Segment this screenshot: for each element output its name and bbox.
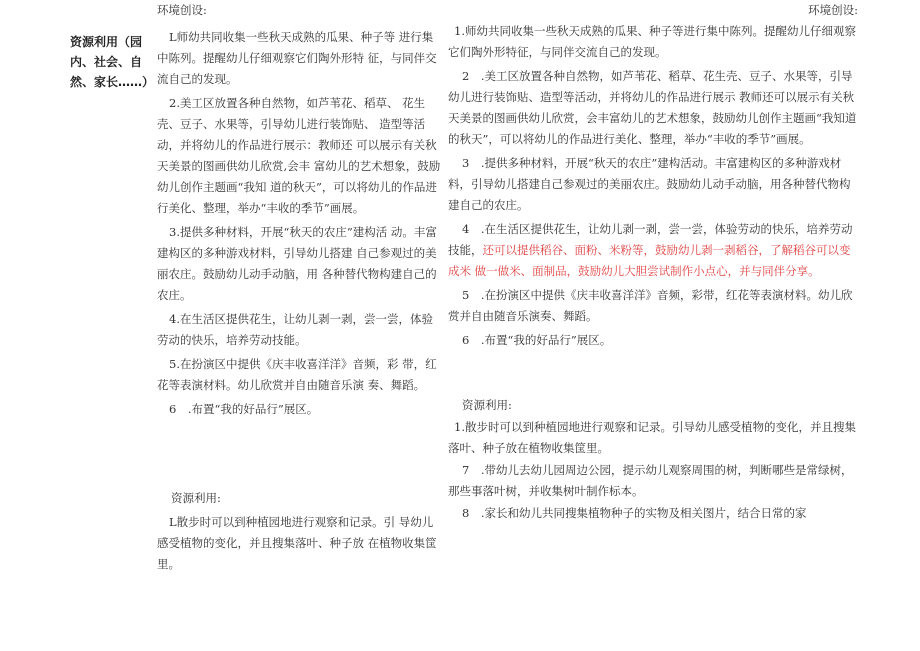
right-res-title: 资源利用: [462, 398, 512, 412]
middle-item-5: 5.在扮演区中提供《庆丰收喜洋洋》音频，彩 带，红花等表演材料。幼儿欣赏并自由随音乐演 奏、舞蹈。 [157, 357, 437, 392]
right-res-item-7: 7 .带幼儿去幼儿园周边公园，提示幼儿观察周围的树，判断哪些是常绿树，那些事落叶树，并收集树叶制作标本。 [448, 463, 853, 498]
middle-item-3: 3.提供多种材料，开展“秋天的农庄”建构活 动。丰富建构区的多种游戏材料，引导幼儿搭建 自己参观过的美丽农庄。鼓励幼儿动手动脑，用 各种替代物构建自己的农庄。 [157, 225, 437, 302]
right-item-1: 1.师幼共同收集一些秋天成熟的瓜果、种子等进行集中陈列。提醒幼儿仔细观察它们陶外形特征，与同伴交流自己的发现。 [448, 24, 856, 59]
right-env-title: 环境创设: [808, 3, 858, 17]
middle-column [157, 0, 441, 575]
middle-item-4: 4.在生活区提供花生，让幼儿剥一剥，尝一尝，体验劳动的快乐，培养劳动技能。 [157, 312, 433, 347]
right-item-4-highlight: 还可以提供稻谷、面粉、米粉等，鼓励幼儿剥一剥稻谷，了解稻谷可以变成米 做一做米、面制品，鼓励幼儿大胆尝试制作小点心，并与同伴分享。 [448, 243, 851, 278]
right-res-item-8: 8 .家长和幼儿共同搜集植物种子的实物及相关图片，结合日常的家 [462, 506, 807, 520]
right-res-item-1: 1.散步时可以到种植园地进行观察和记录。引导幼儿感受植物的变化，并且搜集落叶、种子放在植物收集筐里。 [448, 420, 856, 455]
middle-res-title: 资源利用: [171, 491, 221, 505]
middle-item-6: 6 .布置“我的好品行”展区。 [169, 402, 319, 416]
right-column [448, 0, 858, 524]
right-item-4 [448, 219, 858, 282]
right-item-6: 6 .布置“我的好品行”展区。 [462, 333, 612, 347]
right-item-4-text: 4 .在生活区提供花生，让幼儿剥一剥，尝一尝，体验劳动的快乐，培养劳动技能， [448, 222, 853, 257]
right-item-5: 5 .在扮演区中提供《庆丰收喜洋洋》音频，彩带，红花等表演材料。幼儿欣赏并自由随音乐演奏、舞蹈。 [448, 288, 853, 323]
middle-res-item-1: L散步时可以到种植园地进行观察和记录。引 导幼儿感受植物的变化，并且搜集落叶、种子放 在植物收集筐里。 [157, 515, 437, 571]
side-heading: 资源利用（园内、社会、自然、家长……） [70, 35, 155, 89]
middle-env-title: 环境创设: [157, 3, 207, 17]
right-item-2: 2 .美工区放置各种自然物，如芦苇花、稻草、花生壳、豆子、水果等，引导幼儿进行装饰贴、造型等活动，并将幼儿的作品进行展示 教师还可以展示有关秋天美景的图画供幼儿欣赏，会丰富幼儿的艺术想象，鼓励幼儿创作主题画“我知道的秋天”，可以将幼儿的作品进行美化、整理，举办“丰收的季节”画展。 [448, 69, 857, 146]
middle-item-1: L师幼共同收集一些秋天成熟的瓜果、种子等 进行集中陈列。提醒幼儿仔细观察它们陶外形特 征，与同伴交流自己的发现。 [157, 30, 437, 86]
middle-item-2: 2.美工区放置各种自然物，如芦苇花、稻草、 花生壳、豆子、水果等，引导幼儿进行装饰贴、 造型等活动，并将幼儿的作品进行展示：教师还 可以展示有关秋天美景的图画供幼儿欣赏,会丰 富幼儿的艺术想象，鼓励幼儿创作主题画“我知 道的秋天”，可以将幼儿的作品进行美化、整理，举办“丰收的季节”画展。 [157, 96, 441, 215]
right-item-3: 3 .提供多种材料，开展“秋天的农庄”建构活动。丰富建构区的多种游戏材料，引导幼儿搭建自己参观过的美丽农庄。鼓励幼儿动手动脑，用各种替代物构建自己的农庄。 [448, 156, 851, 212]
